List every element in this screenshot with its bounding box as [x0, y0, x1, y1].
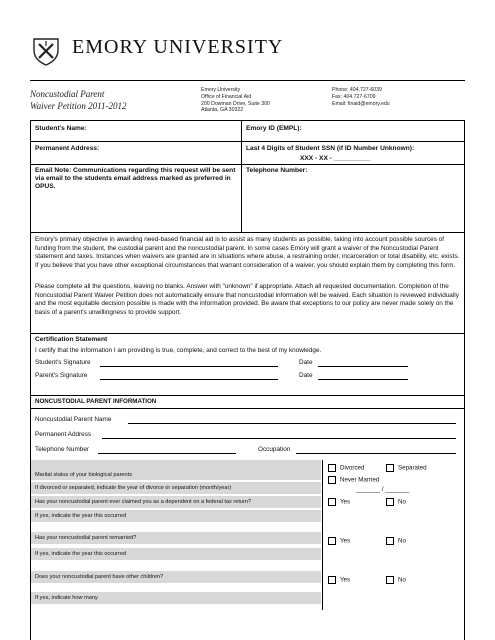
never-married-label: Never Married: [340, 476, 380, 484]
question-other-children: Does your noncustodial parent have other children?: [35, 574, 164, 580]
no-label: No: [398, 576, 406, 584]
question-how-many: If yes, indicate how many: [35, 595, 98, 601]
dependent-yes-checkbox[interactable]: [328, 498, 336, 506]
dependent-yes-option[interactable]: [328, 498, 350, 506]
student-signature-line[interactable]: [100, 366, 278, 367]
parent-date-line[interactable]: [318, 379, 408, 380]
header-rule: [30, 80, 465, 81]
student-date-label: Date: [299, 359, 313, 366]
question-remarried: Has your noncustodial parent remarried?: [35, 535, 137, 541]
yes-label: Yes: [340, 498, 351, 506]
office-line: Emory University: [201, 87, 241, 93]
no-label: No: [398, 498, 406, 506]
certification-statement: I certify that the information I am providing is true, complete, and correct to the best of my knowledge.: [35, 347, 322, 354]
row-divider: [30, 232, 465, 233]
university-name: EMORY UNIVERSITY: [72, 36, 284, 58]
answer-column-divider: [322, 460, 323, 610]
telephone-field[interactable]: Telephone Number:: [246, 167, 308, 174]
question-dependent-year: If yes, indicate the year this occurred: [35, 513, 127, 519]
emory-shield-logo-icon: [30, 36, 62, 66]
question-dependent: Has your noncustodial parent ever claimed you as a dependent on a federal tax return?: [35, 499, 252, 505]
table-divider: [241, 120, 242, 232]
office-line: Atlanta, GA 30322: [201, 107, 244, 114]
row-divider: [30, 141, 465, 142]
question-divorce-year: If divorced or separated, indicate the year of divorce or separation (month/year): [35, 485, 232, 491]
student-name-field[interactable]: Student's Name:: [35, 125, 87, 132]
ncp-name-label: Noncustodial Parent Name: [35, 416, 112, 423]
dependent-no-checkbox[interactable]: [386, 498, 394, 506]
student-date-line[interactable]: [318, 366, 408, 367]
form-title-line-2: Waiver Petition 2011-2012: [30, 101, 127, 111]
student-signature-label: Student's Signature: [35, 359, 91, 366]
form-title: [30, 88, 127, 112]
remarried-no-checkbox[interactable]: [386, 537, 394, 545]
marital-never-married-option[interactable]: [328, 476, 379, 484]
marital-separated-option[interactable]: [386, 464, 427, 472]
question-remarried-year: If yes, indicate the year this occurred: [35, 551, 127, 557]
ssn-field-label: Last 4 Digits of Student SSN (if ID Number Unknown):: [246, 145, 415, 152]
children-yes-checkbox[interactable]: [328, 576, 336, 584]
permanent-address-field[interactable]: Permanent Address:: [35, 145, 100, 152]
remarried-yes-option[interactable]: [328, 537, 350, 545]
separated-checkbox[interactable]: [386, 464, 394, 472]
yes-label: Yes: [340, 576, 351, 584]
office-address: [201, 87, 270, 114]
divorce-date-field[interactable]: _______ / _______: [356, 486, 410, 493]
never-married-checkbox[interactable]: [328, 476, 336, 484]
no-label: No: [398, 537, 406, 545]
office-line: 200 Dowman Drive, Suite 300: [201, 100, 270, 107]
divorced-label: Divorced: [340, 464, 365, 472]
instructions-paragraph: Please complete all the questions, leaving no blanks. Answer with "unknown" if appropriate. Attach all requested documentation. Completion of the Noncustodial Parent Waiver Petition does not automatically ensure that noncustodial information will be waived. Each situation is reviewed individually and the most equitable decision possible is made with the information provided. Be aware that exceptions to our policy are never made solely on the basis of a parent's unwillingness to provide support.: [35, 283, 459, 316]
children-no-option[interactable]: [386, 576, 406, 584]
parent-date-label: Date: [299, 372, 313, 379]
ncp-occupation-line[interactable]: [296, 453, 456, 454]
row-divider: [30, 164, 465, 165]
contact-fax: Fax: 404.727-6709: [332, 93, 376, 100]
certification-title: Certification Statement: [35, 336, 108, 343]
ncp-address-line[interactable]: [102, 438, 456, 439]
emory-id-field[interactable]: Emory ID (EMPL):: [246, 125, 302, 132]
ncp-section-title: NONCUSTODIAL PARENT INFORMATION: [35, 398, 157, 405]
parent-signature-label: Parent's Signature: [35, 372, 88, 379]
parent-signature-line[interactable]: [100, 379, 278, 380]
marital-divorced-option[interactable]: [328, 464, 364, 472]
ncp-address-label: Permanent Address: [35, 431, 92, 438]
separated-label: Separated: [398, 464, 427, 472]
yes-label: Yes: [340, 537, 351, 545]
remarried-yes-checkbox[interactable]: [328, 537, 336, 545]
children-yes-option[interactable]: [328, 576, 350, 584]
email-note: Email Note: Communications regarding this request will be sent via email to the students email address marked as preferred in OPUS.: [35, 167, 236, 191]
ncp-phone-label: Telephone Number: [35, 446, 89, 453]
row-divider: [30, 333, 465, 334]
office-contact: [332, 87, 390, 107]
remarried-no-option[interactable]: [386, 537, 406, 545]
office-line: Office of Financial Aid: [201, 93, 252, 100]
ncp-phone-line[interactable]: [98, 453, 236, 454]
contact-phone: Phone: 404.727-6039: [332, 87, 382, 93]
ssn-field[interactable]: XXX - XX - __________: [300, 155, 371, 162]
ncp-name-line[interactable]: [128, 423, 456, 424]
contact-email: Email: finaid@emory.edu: [332, 100, 390, 107]
form-title-line-1: Noncustodial Parent: [30, 89, 105, 99]
question-marital: Marital status of your biological parents: [35, 472, 133, 478]
intro-paragraph: Emory's primary objective in awarding need-based financial aid is to assist as many students as possible, taking into account possible sources of funding from the student, the custodial parent and the noncustodial parent. In some cases Emory will grant a waiver of the Noncustodial Parent statement and taxes. Instances when waivers are granted are in situations where abuse, a restraining order, incarceration or total disability, etc. exists. If you believe that you have other exceptional circumstances that warrant consideration of a waiver, you should explain them by completing this form.: [35, 236, 460, 269]
dependent-no-option[interactable]: [386, 498, 406, 506]
row-divider: [30, 408, 465, 409]
children-no-checkbox[interactable]: [386, 576, 394, 584]
ncp-occupation-label: Occupation: [258, 446, 291, 453]
divorced-checkbox[interactable]: [328, 464, 336, 472]
